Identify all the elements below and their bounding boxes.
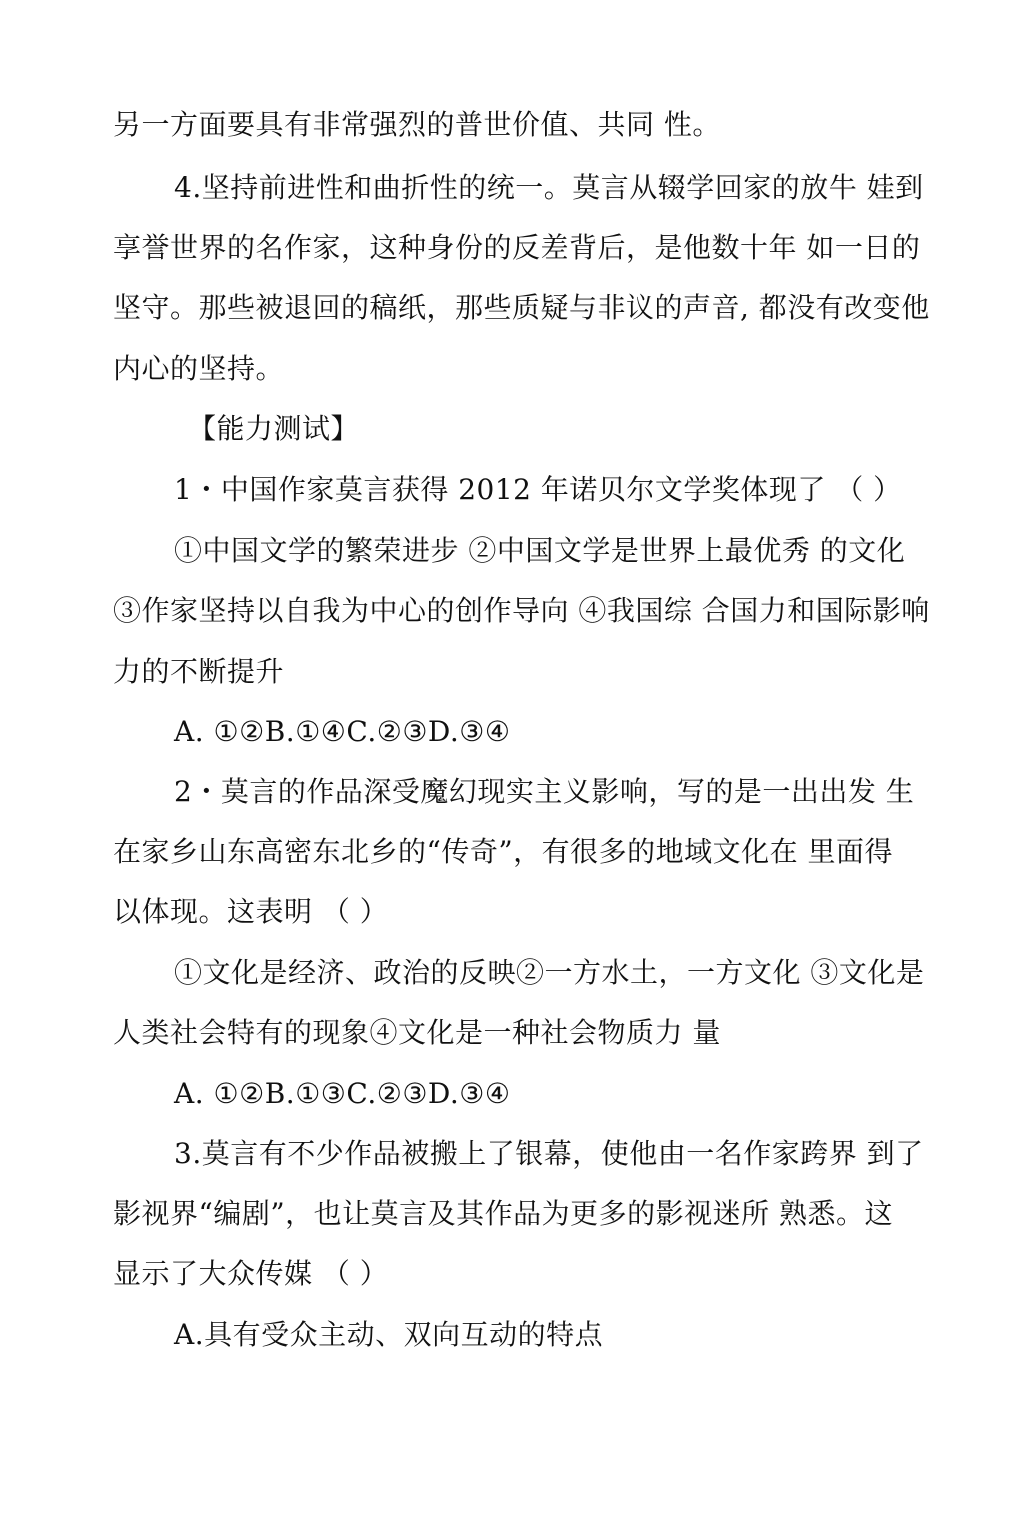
question-2-options-line-2: 人类社会特有的现象④文化是一种社会物质力 量 bbox=[113, 1016, 721, 1049]
question-2-choices: A. ①②B.①③C.②③D.③④ bbox=[174, 1077, 511, 1110]
question-1-options-line-1: ①中国文学的繁荣进步 ②中国文学是世界上最优秀 的文化 bbox=[174, 534, 906, 567]
paragraph-line-4: 坚守。那些被退回的稿纸，那些质疑与非议的声音, 都没有改变他 bbox=[113, 291, 930, 324]
paragraph-line-5: 内心的坚持。 bbox=[113, 352, 285, 385]
question-1-stem: 1・中国作家莫言获得 2012 年诺贝尔文学奖体现了 （ ） bbox=[174, 473, 902, 506]
question-2-stem-line-2: 在家乡山东高密东北乡的“传奇”，有很多的地域文化在 里面得 bbox=[113, 835, 894, 868]
question-1-options-line-3: 力的不断提升 bbox=[113, 655, 285, 688]
question-3-stem-line-2: 影视界“编剧”，也让莫言及其作品为更多的影视迷所 熟悉。这 bbox=[113, 1197, 894, 1230]
section-heading: 【能力测试】 bbox=[188, 412, 360, 445]
question-3-stem-line-3: 显示了大众传媒 （ ） bbox=[113, 1257, 389, 1290]
question-3-stem-line-1: 3.莫言有不少作品被搬上了银幕，使他由一名作家跨界 到了 bbox=[174, 1137, 924, 1170]
paragraph-line-1: 另一方面要具有非常强烈的普世价值、共同 性。 bbox=[113, 108, 721, 141]
question-3-option-a: A.具有受众主动、双向互动的特点 bbox=[174, 1318, 604, 1351]
paragraph-line-3: 享誉世界的名作家，这种身份的反差背后，是他数十年 如一日的 bbox=[113, 231, 921, 264]
question-1-options-line-2: ③作家坚持以自我为中心的创作导向 ④我国综 合国力和国际影响 bbox=[113, 594, 930, 627]
question-2-options-line-1: ①文化是经济、政治的反映②一方水土，一方文化 ③文化是 bbox=[174, 956, 925, 989]
question-1-choices: A. ①②B.①④C.②③D.③④ bbox=[174, 715, 511, 748]
paragraph-line-2: 4.坚持前进性和曲折性的统一。莫言从辍学回家的放牛 娃到 bbox=[174, 171, 924, 204]
question-2-stem-line-3: 以体现。这表明 （ ） bbox=[113, 895, 389, 928]
question-2-stem-line-1: 2・莫言的作品深受魔幻现实主义影响，写的是一出出发 生 bbox=[174, 775, 915, 808]
